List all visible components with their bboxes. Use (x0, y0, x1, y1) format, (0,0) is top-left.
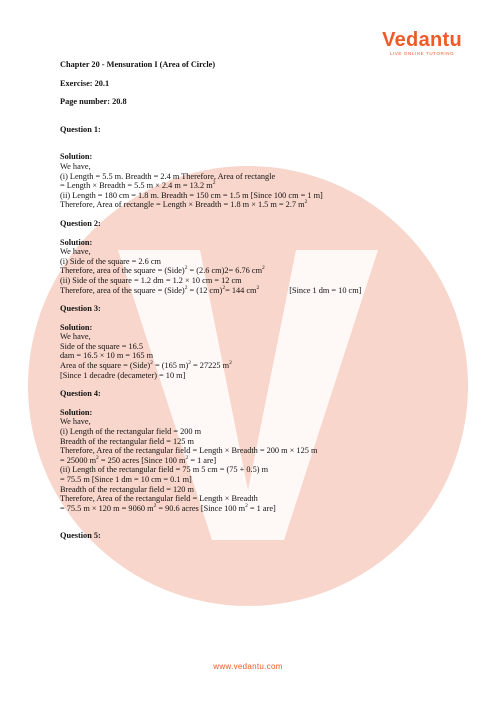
question-4-title: Question 4: (60, 389, 101, 399)
solution-line: = Length × Breadth = 5.5 m × 2.4 m = 13.2 $m^2$ (60, 180, 216, 191)
document-body (60, 60, 460, 541)
solution-line: We have, (60, 247, 91, 257)
solution-line: We have, (60, 417, 91, 427)
solution-line: Therefore, Area of the rectangular field = Length × Breadth = 200 m × 125 m (60, 446, 318, 456)
solution-line: = 75.5 m [Since 1 dm = 10 cm = 0.1 m] (60, 475, 192, 484)
solution-line: dam = 16.5 × 10 m = 165 m (60, 351, 154, 361)
solution-line: Breadth of the rectangular field = 120 m (60, 484, 194, 494)
solution-line: Breadth of the rectangular field = 125 m (60, 436, 194, 446)
solution-line: Therefore, area of the square = (Side)$^2$ = (12 cm)$^2$= 144 $cm^2$ [Since 1 dm = 10 cm] (60, 284, 362, 295)
page-number-label: Page number: 20.8 (60, 97, 127, 107)
solution-line: Side of the square = 16.5 (60, 341, 144, 351)
brand-name: Vedantu (382, 29, 462, 51)
question-2-title: Question 2: (60, 218, 101, 228)
solution-line: Area of the square = (Side)$^2$ = (165 m)$^2$ = 27225 $m^2$ (60, 360, 232, 371)
question-5-title: Question 5: (60, 531, 101, 541)
solution-line: = 75.5 m × 120 m = 9060 $m^2 = 90.6$ acres [Since 100 $m^2 = 1$ are] (60, 503, 276, 513)
solution-line: (ii) Length = 180 cm = 1.8 m. Breadth = 150 cm = 1.5 m [Since 100 cm = 1 m] (60, 190, 323, 200)
solution-line: Therefore, Area of the rectangular field = Length × Breadth (60, 494, 258, 504)
exercise-label: Exercise: 20.1 (60, 78, 110, 88)
question-1-title: Question 1: (60, 124, 101, 134)
solution-label: Solution: (60, 237, 93, 247)
solution-line: (i) Length of the rectangular field = 200 m (60, 427, 202, 437)
solution-line: = 25000 $m^2 = 250$ acres [Since 100 $m^2 = 1$ are] (60, 455, 217, 465)
solution-label: Solution: (60, 322, 93, 332)
vedantu-logo (382, 30, 462, 56)
solution-line: We have, (60, 161, 91, 171)
question-3-title: Question 3: (60, 304, 101, 314)
solution-label: Solution: (60, 407, 93, 417)
chapter-title: Chapter 20 - Mensuration I (Area of Circle) (60, 60, 216, 69)
solution-line: (i) Side of the square = 2.6 cm (60, 256, 161, 266)
solution-line: Therefore, area of the square = (Side)$^2$ = (2.6 cm)2= 6.76 $cm^2$ (60, 265, 265, 276)
solution-line: (i) Length = 5.5 m. Breadth = 2.4 m Therefore, Area of rectangle (60, 171, 276, 181)
footer-url[interactable]: www.vedantu.com (213, 662, 283, 671)
solution-line: (ii) Length of the rectangular field = 75 m 5 cm = (75 + 0.5) m (60, 465, 269, 475)
solution-line: We have, (60, 332, 91, 342)
solution-label: Solution: (60, 152, 93, 162)
solution-line: (ii) Side of the square = 1.2 dm = 1.2 × 10 cm = 12 cm (60, 275, 242, 285)
solution-line: [Since 1 decadre (decameter) = 10 m] (60, 370, 186, 380)
brand-tagline: LIVE ONLINE TUTORING (389, 51, 455, 56)
solution-line: Therefore, Area of rectangle = Length × Breadth = 1.8 m × 1.5 m = 2.7 $m^2$ (60, 199, 308, 210)
